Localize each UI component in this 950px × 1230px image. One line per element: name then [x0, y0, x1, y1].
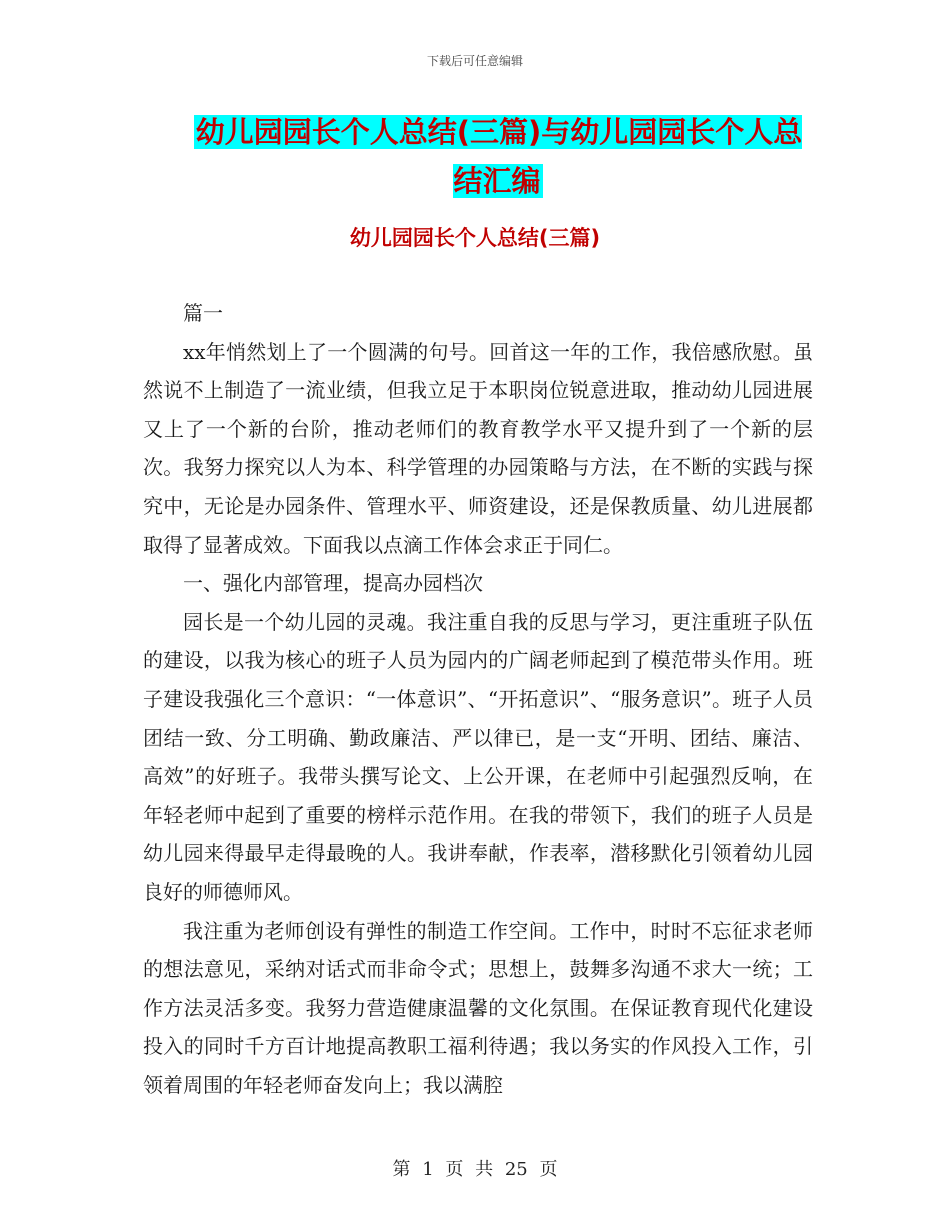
- paragraph: 我注重为老师创设有弹性的制造工作空间。工作中，时时不忘征求老师的想法意见，采纳对话式而非命令式；思想上，鼓舞多沟通不求大一统；工作方法灵活多变。我努力营造健康温馨的文化氛围。在保证教育现代化建设投入的同时千方百计地提高教职工福利待遇；我以务实的作风投入工作，引领着周围的年轻老师奋发向上；我以满腔: [143, 918, 813, 1097]
- paragraph: 园长是一个幼儿园的灵魂。我注重自我的反思与学习，更注重班子队伍的建设，以我为核心的班子人员为园内的广阔老师起到了模范带头作用。班子建设我强化三个意识：“一体意识”、“开拓意识”、“服务意识”。班子人员团结一致、分工明确、勤政廉洁、严以律已，是一支“开明、团结、廉洁、高效”的好班子。我带头撰写论文、上公开课，在老师中引起强烈反响，在年轻老师中起到了重要的榜样示范作用。在我的带领下，我们的班子人员是幼儿园来得最早走得最晚的人。我讲奉献，作表率，潜移默化引领着幼儿园良好的师德师风。: [143, 609, 813, 904]
- paragraph: xx年悄然划上了一个圆满的句号。回首这一年的工作，我倍感欣慰。虽然说不上制造了一流业绩，但我立足于本职岗位锐意进取，推动幼儿园进展又上了一个新的台阶，推动老师们的教育教学水平又提升到了一个新的层次。我努力探究以人为本、科学管理的办园策略与方法，在不断的实践与探究中，无论是办园条件、管理水平、师资建设，还是保教质量、幼儿进展都取得了显著成效。下面我以点滴工作体会求正于同仁。: [143, 339, 813, 557]
- section-subtitle: 幼儿园园长个人总结(三篇): [349, 226, 601, 250]
- body-text: [143, 294, 813, 1104]
- page-header-note: 下载后可任意编辑: [426, 54, 523, 68]
- paragraph-section-label: 篇一: [183, 301, 223, 325]
- document-title-text: 幼儿园园长个人总结(三篇)与幼儿园园长个人总结汇编: [195, 115, 803, 198]
- document-title: [192, 108, 804, 206]
- paragraph-heading: 一、强化内部管理，提高办园档次: [183, 571, 483, 596]
- page-number: 第 1 页 共 25 页: [392, 1159, 558, 1180]
